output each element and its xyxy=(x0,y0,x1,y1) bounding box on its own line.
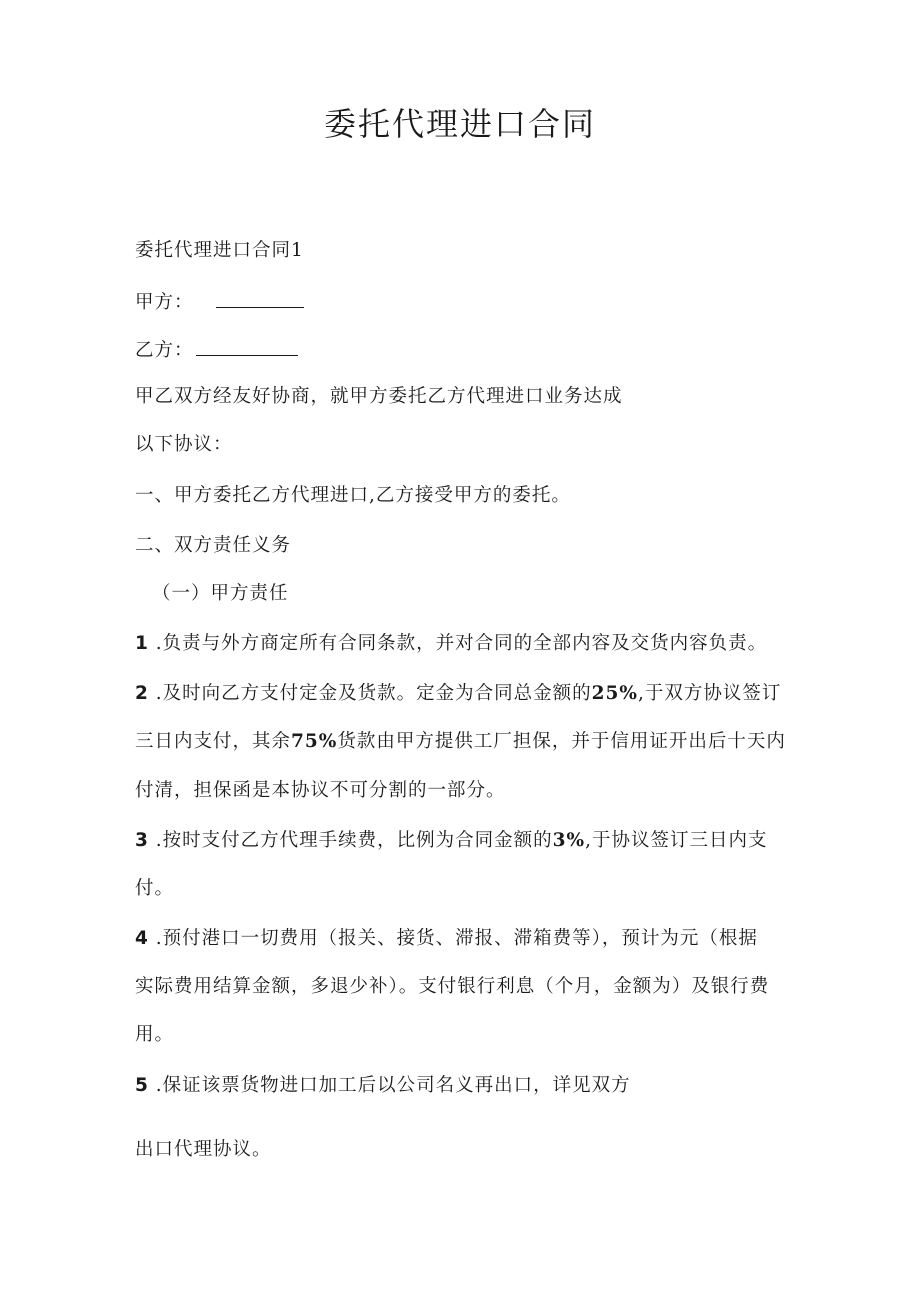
document-subtitle: 委托代理进口合同1 xyxy=(135,240,304,261)
item-2-pct-b: 75% xyxy=(291,731,338,752)
document-title: 委托代理进口合同 xyxy=(323,105,596,143)
item-4-text: .预付港口一切费用（报关、接货、滞报、滞箱费等），预计为元（根据 xyxy=(148,928,758,949)
item-3-line-2: 付。 xyxy=(135,878,175,899)
party-a-line xyxy=(135,289,304,316)
item-5-number: 5 xyxy=(135,1075,149,1096)
item-2-line-3: 付清，担保函是本协议不可分割的一部分。 xyxy=(135,780,506,801)
party-a-blank xyxy=(216,289,304,308)
item-2-line2-a: 三日内支付，其余 xyxy=(135,731,292,752)
item-2-text-a: .及时向乙方支付定金及货款。定金为合同总金额的 xyxy=(148,683,592,704)
party-b-label: 乙方： xyxy=(135,340,194,361)
item-2-line-1 xyxy=(135,681,781,707)
item-2-number: 2 xyxy=(135,683,149,704)
item-2-pct-a: 25% xyxy=(591,683,638,704)
item-4-number: 4 xyxy=(135,928,149,949)
item-2-line2-b: 货款由甲方提供工厂担保，并于信用证开出后十天内 xyxy=(337,731,786,752)
item-4-line-1 xyxy=(135,926,758,952)
item-4-line-2: 实际费用结算金额，多退少补）。支付银行利息（个月，金额为）及银行费 xyxy=(135,976,770,997)
item-3-number: 3 xyxy=(135,830,149,851)
item-5-text: .保证该票货物进口加工后以公司名义再出口，详见双方 xyxy=(148,1075,631,1096)
item-4-line-3: 用。 xyxy=(135,1024,175,1045)
item-5-line-1 xyxy=(135,1073,631,1099)
clause-2: 二、双方责任义务 xyxy=(135,535,292,556)
section-a-heading: （一）甲方责任 xyxy=(152,583,289,604)
party-b-line xyxy=(135,337,298,364)
party-b-blank xyxy=(196,337,298,356)
clause-1: 一、甲方委托乙方代理进口,乙方接受甲方的委托。 xyxy=(135,485,571,506)
item-1 xyxy=(135,631,767,657)
item-3-text-a: .按时支付乙方代理手续费，比例为合同金额的 xyxy=(148,830,553,851)
item-1-text: .负责与外方商定所有合同条款，并对合同的全部内容及交货内容负责。 xyxy=(148,633,768,654)
item-2-text-b: ,于双方协议签订 xyxy=(637,683,782,704)
party-a-label: 甲方： xyxy=(135,292,194,313)
item-3-pct: 3% xyxy=(552,830,586,851)
intro-line-1: 甲乙双方经友好协商，就甲方委托乙方代理进口业务达成 xyxy=(135,386,623,407)
intro-line-2: 以下协议： xyxy=(135,434,233,455)
item-3-line-1 xyxy=(135,828,767,854)
item-3-text-b: ,于协议签订三日内支 xyxy=(585,830,768,851)
item-1-number: 1 xyxy=(135,633,149,654)
item-2-line-2 xyxy=(135,729,786,755)
item-5-line-2: 出口代理协议。 xyxy=(135,1139,272,1160)
